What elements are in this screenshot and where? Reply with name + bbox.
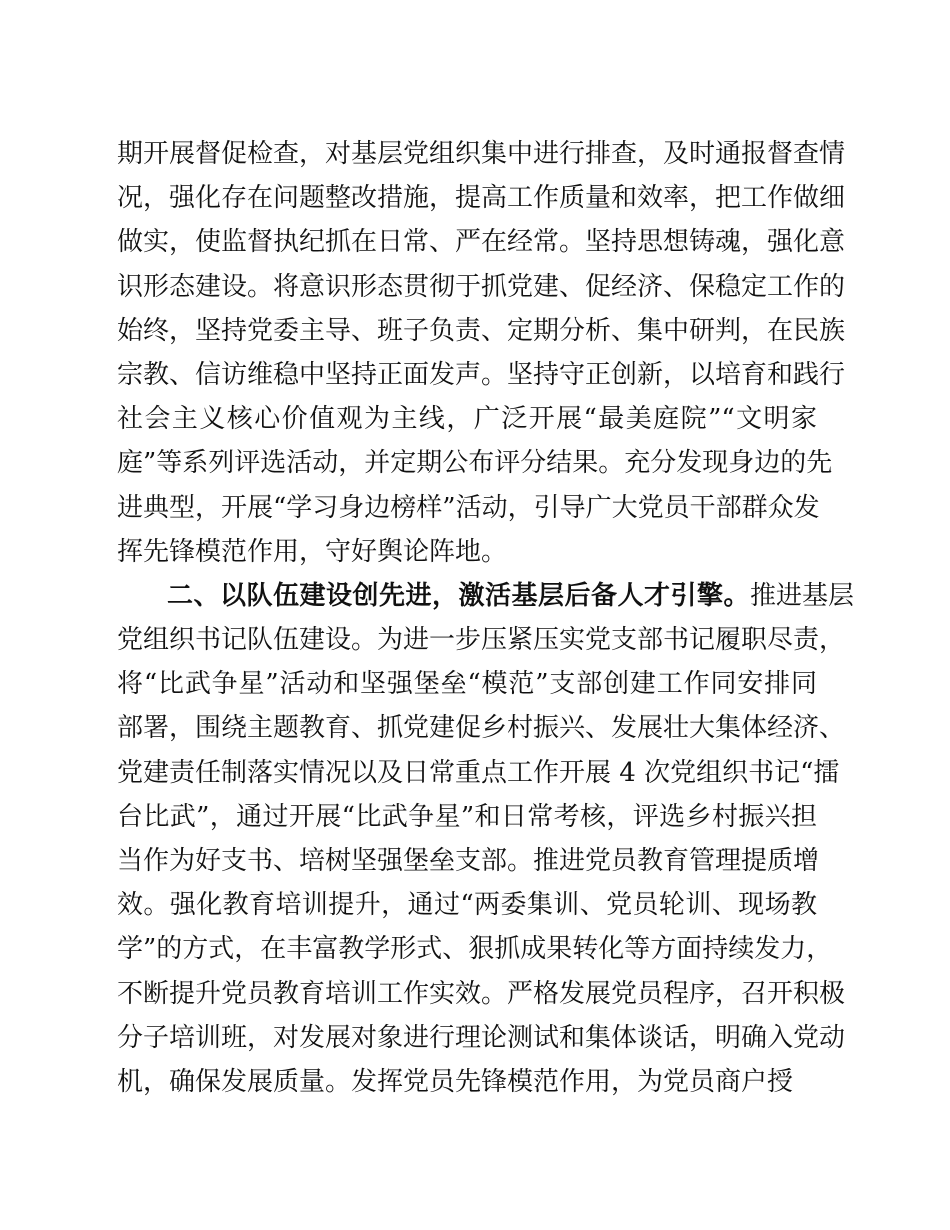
paragraph-line: 党组织书记队伍建设。为进一步压紧压实党支部书记履职尽责，: [117, 625, 846, 656]
paragraph-line: 期开展督促检查，对基层党组织集中进行排查，及时通报督查情: [117, 139, 846, 169]
paragraph-line: 将“比武争星”活动和坚强堡垒“模范”支部创建工作同安排同: [117, 669, 817, 700]
paragraph-line: 况，强化存在问题整改措施，提高工作质量和效率，把工作做细: [117, 183, 846, 214]
paragraph-line: 挥先锋模范作用，守好舆论阵地。: [117, 536, 508, 567]
paragraph-line: 部署，围绕主题教育、抓党建促乡村振兴、发展壮大集体经济、: [117, 713, 846, 744]
document-body: [117, 132, 855, 1104]
paragraph-line: 党建责任制落实情况以及日常重点工作开展 4 次党组织书记“擂: [117, 757, 840, 788]
paragraph-line: 不断提升党员教育培训工作实效。严格发展党员程序，召开积极: [117, 978, 846, 1009]
paragraph-line: 始终，坚持党委主导、班子负责、定期分析、集中研判，在民族: [117, 315, 846, 346]
section-heading-continuation: 推进基层: [750, 580, 855, 611]
paragraph-line: 识形态建设。将意识形态贯彻于抓党建、促经济、保稳定工作的: [117, 271, 846, 302]
section-heading-line: [117, 574, 855, 618]
paragraph-line: 台比武”，通过开展“比武争星”和日常考核，评选乡村振兴担: [117, 801, 817, 832]
paragraph-line: 当作为好支书、培树坚强堡垒支部。推进党员教育管理提质增: [117, 846, 820, 876]
paragraph-line: 学”的方式，在丰富教学形式、狠抓成果转化等方面持续发力，: [117, 934, 833, 965]
paragraph-line: 庭”等系列评选活动，并定期公布评分结果。充分发现身边的先: [117, 448, 833, 479]
paragraph-line: 社会主义核心价值观为主线，广泛开展“最美庭院”“文明家: [117, 404, 817, 435]
section-heading: 二、以队伍建设创先进，激活基层后备人才引擎。: [167, 580, 751, 611]
paragraph-line: 分子培训班，对发展对象进行理论测试和集体谈话，明确入党动: [117, 1022, 846, 1053]
paragraph-line: 效。强化教育培训提升，通过“两委集训、党员轮训、现场教: [117, 890, 817, 921]
paragraph-line: 做实，使监督执纪抓在日常、严在经常。坚持思想铸魂，强化意: [117, 227, 846, 258]
paragraph-line: 宗教、信访维稳中坚持正面发声。坚持守正创新，以培育和践行: [117, 359, 846, 390]
paragraph-line: 进典型，开展“学习身边榜样”活动，引导广大党员干部群众发: [117, 492, 820, 523]
paragraph-line: 机，确保发展质量。发挥党员先锋模范作用，为党员商户授: [117, 1066, 794, 1097]
